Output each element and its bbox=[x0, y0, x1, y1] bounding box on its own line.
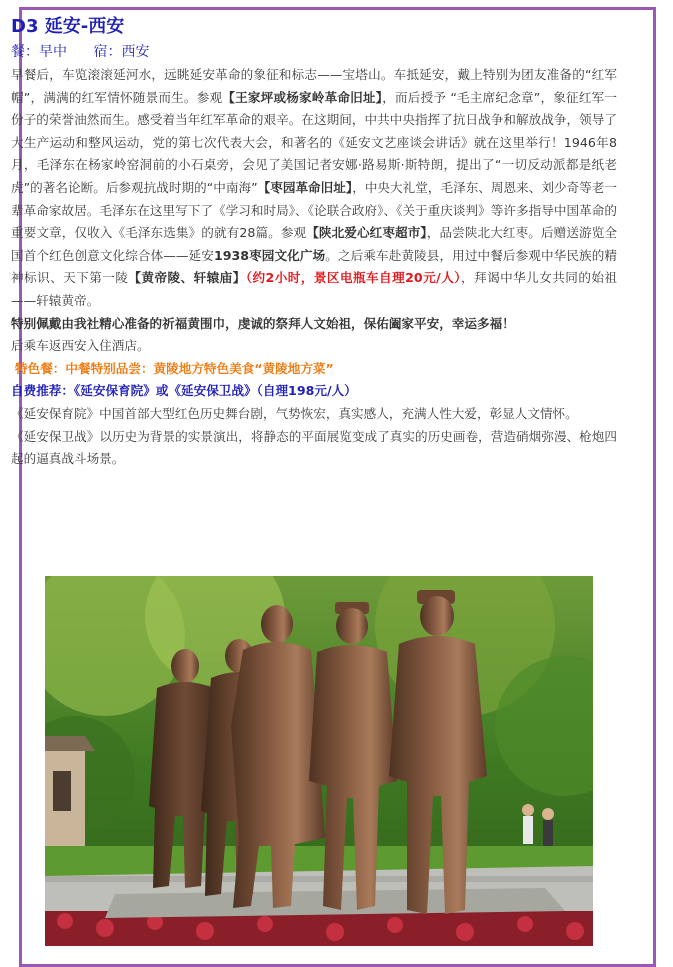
site-wangjiaping: 【王家坪或杨家岭革命旧址】 bbox=[222, 89, 383, 105]
itinerary-content bbox=[11, 14, 617, 471]
text-segment: 。之后乘车赴黄陵县，用过中餐后参观中华民族的精神标识、天下第一陵 bbox=[11, 247, 618, 286]
text-segment: ，品尝陕北大红枣。后赠送游览全国首个红色创意文化综合体——延安 bbox=[11, 225, 618, 263]
special-scarf-note: 特别佩戴由我社精心准备的祈福黄围巾，虔诚的祭拜人文始祖，保佑阖家平安，幸运多福！ bbox=[11, 315, 515, 331]
site-jujube-market: 【陕北爱心红枣超市】 bbox=[306, 225, 427, 241]
meal-info: 餐：早中 bbox=[11, 44, 67, 60]
show-description-baoweizhan: 《延安保卫战》以历史为背景的实景演出，将静态的平面展览变成了真实的历史画卷，营造硝烟弥漫、枪炮四起的逼真战斗场景。 bbox=[11, 428, 617, 467]
text-segment: ，拜谒中华儿女共同的始祖——轩辕黄帝。 bbox=[11, 270, 618, 308]
special-meal-note: 特色餐：中餐特别品尝：黄陵地方特色美食“黄陵地方菜” bbox=[15, 360, 334, 376]
text-segment: ，中央大礼堂，毛泽东、周恩来、刘少奇等老一辈革命家故居。毛泽东在这里写下了《学习和时局》、《论联合政府》、《关于重庆谈判》等许多指导中国革命的重要文章，仅收入《毛泽东选集》的就有28篇。参观 bbox=[11, 179, 618, 241]
site-zaoyuan: 【枣园革命旧址】 bbox=[257, 179, 353, 195]
text-segment: 早餐后，车览滚滚延河水，远眺延安革命的象征和标志——宝塔山。车抵延安，戴上特别为团友准备的“红军帽”，满满的红军情怀随景而生。参观 bbox=[11, 67, 617, 105]
return-hotel-note: 后乘车返西安入住酒店。 bbox=[11, 338, 150, 354]
itinerary-paragraph-main bbox=[11, 64, 617, 313]
show-description-baoyuyuan: 《延安保育院》中国首部大型红色历史舞台剧，气势恢宏，真实感人，充满人性大爱，彰显人文情怀。 bbox=[11, 405, 578, 421]
site-culture-square: 1938枣园文化广场 bbox=[213, 247, 326, 263]
site-huangdi-mausoleum: 【黄帝陵、轩辕庙】 bbox=[128, 270, 246, 286]
bronze-statues-photo bbox=[45, 576, 593, 946]
meal-lodging-line bbox=[11, 40, 617, 64]
mausoleum-time-note: （约2小时，景区电瓶车自理20元/人） bbox=[245, 270, 461, 286]
text-segment: ，而后授予 “毛主席纪念章”，象征红军一份子的荣誉油然而生。感受着当年红军革命的艰辛。在这期间，中共中央指挥了抗日战争和解放战争，领导了大生产运动和整风运动，党的第七次代表大会，和著名的《延安文艺座谈会讲话》就在这里举行！1946年8月，毛泽东在杨家岭窑洞前的小石桌旁，会见了美国记者安娜·路易斯·斯特朗，提出了“一切反动派都是纸老虎”的著名论断。后参观抗战时期的“中南海” bbox=[11, 89, 618, 195]
day-title: D3 延安-西安 bbox=[11, 16, 125, 37]
optional-show-recommendation: 自费推荐：《延安保育院》或《延安保卫战》（自理198元/人） bbox=[11, 383, 357, 399]
lodging-info: 宿：西安 bbox=[93, 44, 150, 60]
